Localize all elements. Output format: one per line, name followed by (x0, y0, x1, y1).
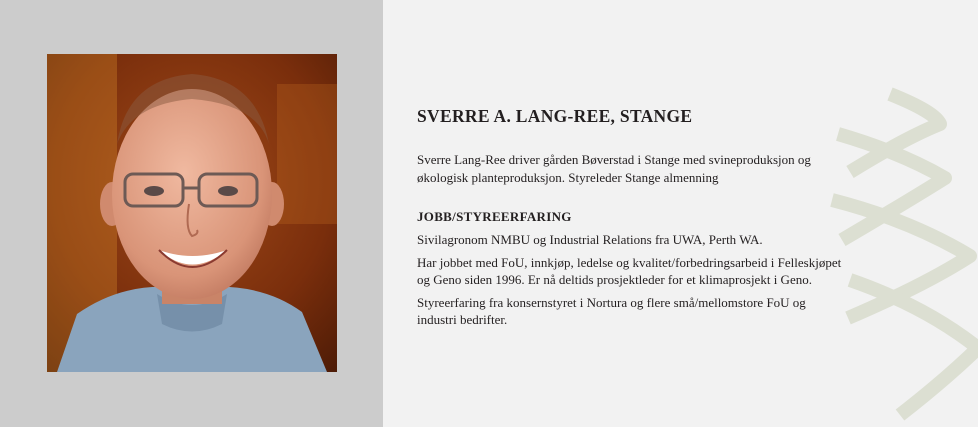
portrait-photo (47, 54, 337, 372)
branch-decoration (830, 80, 978, 427)
left-panel (0, 0, 383, 427)
work-paragraph: Har jobbet med FoU, innkjøp, ledelse og kvalitet/forbedringsarbeid i Felleskjøpet og Geno siden 1996. Er nå deltids prosjektleder for et klimaprosjekt i Geno. (417, 254, 842, 287)
experience-heading: JOBB/STYREERFARING (417, 209, 572, 224)
education-paragraph: Sivilagronom NMBU og Industrial Relations fra UWA, Perth WA. (417, 232, 763, 247)
intro-text: Sverre Lang-Ree driver gården Bøverstad i Stange med svineproduksjon og økologisk planteproduksjon. Styreleder Stange almenning (417, 152, 811, 185)
profile-content (417, 105, 847, 334)
person-name-heading: SVERRE A. LANG-REE, STANGE (417, 106, 693, 126)
board-paragraph: Styreerfaring fra konsernstyret i Nortura og flere små/mellomstore FoU og industri bedrifter. (417, 294, 806, 327)
